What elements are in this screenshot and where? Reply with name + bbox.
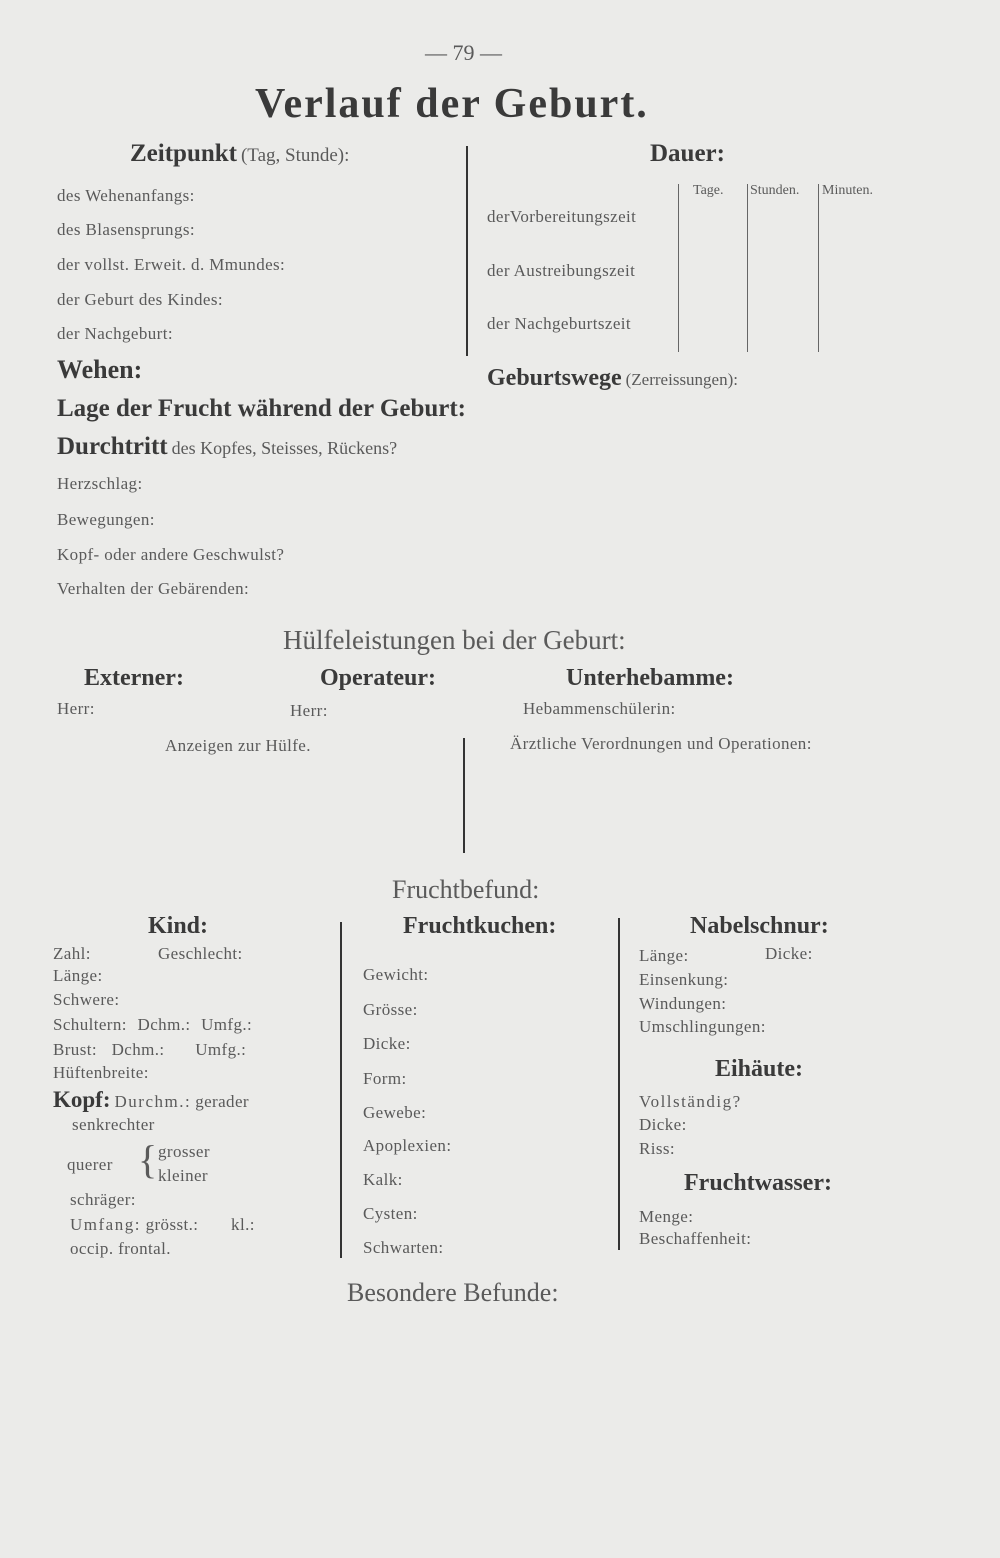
eihaeute-dicke: Dicke: [639, 1115, 687, 1134]
fruchtwasser-menge: Menge: [639, 1207, 694, 1226]
huelfe-title: Hülfeleistungen bei der Geburt: [283, 625, 626, 655]
kind-umfang: Umfang: grösst.: kl.: [70, 1215, 255, 1234]
nabelschnur-heading: Nabelschnur: [690, 913, 829, 939]
herzschlag-label: Herzschlag: [57, 474, 143, 493]
dauer-col-minuten: Minuten. [822, 183, 873, 198]
eihaeute-heading: Eihäute: [715, 1056, 804, 1082]
kind-hueftenbreite: Hüftenbreite: [53, 1063, 149, 1082]
hebammenschuelerin-label: Hebammenschülerin: [523, 699, 676, 718]
operateur-heading: Operateur: [320, 665, 436, 691]
divider-top [466, 146, 468, 356]
anzeigen-label: Anzeigen zur Hülfe. [165, 736, 311, 755]
fruchtkuchen-gewicht: Gewicht: [363, 965, 429, 984]
kind-geschlecht: Geschlecht: [158, 944, 243, 963]
bewegungen-label: Bewegungen: [57, 510, 155, 529]
besondere-befunde-heading: Besondere Befunde: [347, 1278, 559, 1307]
fruchtkuchen-dicke: Dicke: [363, 1034, 411, 1053]
kind-schultern: Schultern: Dchm.: Umfg.: [53, 1015, 253, 1034]
lage-heading: Lage der Frucht während der Geburt: [57, 395, 467, 422]
dauer-col-line-1 [678, 184, 679, 352]
kind-kleiner: kleiner [158, 1166, 208, 1185]
eihaeute-vollstaendig: Vollständig? [639, 1092, 742, 1111]
dauer-col-line-3 [818, 184, 819, 352]
geburtswege-heading: Geburtswege (Zerreissungen): [487, 365, 738, 391]
kind-brace-icon: { [138, 1137, 158, 1182]
fruchtkuchen-form: Form: [363, 1069, 407, 1088]
kind-senkrechter: senkrechter [72, 1115, 155, 1134]
verordnungen-label: Ärztliche Verordnungen und Operationen: [510, 734, 812, 753]
nabelschnur-laenge: Länge: [639, 946, 689, 965]
page-number: — 79 — [425, 40, 502, 65]
dauer-row-vorbereitung: derVorbereitungszeit [487, 207, 637, 226]
fruchtkuchen-groesse: Grösse: [363, 1000, 418, 1019]
nabelschnur-windungen: Windungen: [639, 994, 727, 1013]
fruchtkuchen-apoplexien: Apoplexien: [363, 1136, 452, 1155]
dauer-row-austreibung: der Austreibungszeit [487, 261, 636, 280]
divider-bottom-left [340, 922, 342, 1258]
kind-zahl: Zahl: [53, 944, 91, 963]
fruchtwasser-beschaffenheit: Beschaffenheit: [639, 1229, 752, 1248]
nabelschnur-dicke: Dicke: [765, 944, 813, 963]
dauer-col-line-2 [747, 184, 748, 352]
fruchtkuchen-heading: Fruchtkuchen: [403, 913, 557, 939]
wehen-heading: Wehen: [57, 355, 143, 384]
dauer-row-nachgeburt: der Nachgeburtszeit [487, 314, 632, 333]
kind-schwere: Schwere: [53, 990, 120, 1009]
nabelschnur-umschlingungen: Umschlingungen: [639, 1017, 766, 1036]
kind-kopf: Kopf: Durchm.: gerader [53, 1087, 249, 1112]
zeitpunkt-item-blasensprung: des Blasensprungs: [57, 220, 195, 239]
nabelschnur-einsenkung: Einsenkung: [639, 970, 729, 989]
zeitpunkt-item-geburt: der Geburt des Kindes: [57, 290, 224, 309]
divider-bottom-right [618, 918, 620, 1250]
fruchtbefund-title: Fruchtbefund: [392, 875, 540, 904]
fruchtkuchen-cysten: Cysten: [363, 1204, 418, 1223]
externer-heading: Externer: [84, 665, 184, 691]
kind-heading: Kind: [148, 913, 209, 939]
dauer-heading: Dauer: [650, 140, 725, 167]
fruchtkuchen-schwarten: Schwarten: [363, 1238, 444, 1257]
dauer-col-tage: Tage. [693, 183, 724, 198]
dauer-col-stunden: Stunden. [750, 183, 800, 198]
durchtritt-heading: Durchtritt des Kopfes, Steisses, Rückens? [57, 433, 398, 460]
kind-laenge: Länge: [53, 966, 103, 985]
eihaeute-riss: Riss: [639, 1139, 676, 1158]
zeitpunkt-heading: Zeitpunkt (Tag, Stunde): [130, 140, 350, 167]
kind-grosser: grosser [158, 1142, 210, 1161]
operateur-label: Herr: [290, 701, 328, 720]
verhalten-label: Verhalten der Gebärenden: [57, 579, 250, 598]
kind-schraeger: schräger: [70, 1190, 136, 1209]
zeitpunkt-item-nachgeburt: der Nachgeburt: [57, 324, 173, 343]
fruchtkuchen-kalk: Kalk: [363, 1170, 403, 1189]
kind-brust: Brust: Dchm.: Umfg.: [53, 1040, 247, 1059]
fruchtkuchen-gewebe: Gewebe: [363, 1103, 427, 1122]
externer-label: Herr: [57, 699, 95, 718]
geschwulst-label: Kopf- oder andere Geschwulst? [57, 545, 285, 564]
unterhebamme-heading: Unterhebamme: [566, 665, 734, 691]
page-title: Verlauf der Geburt. [255, 81, 649, 127]
divider-middle [463, 738, 465, 853]
fruchtwasser-heading: Fruchtwasser: [684, 1170, 832, 1196]
zeitpunkt-item-muttermund: der vollst. Erweit. d. Mmundes: [57, 255, 286, 274]
kind-occip: occip. frontal. [70, 1239, 171, 1258]
zeitpunkt-item-wehenanfang: des Wehenanfangs: [57, 186, 195, 205]
kind-querer: querer [67, 1155, 113, 1174]
